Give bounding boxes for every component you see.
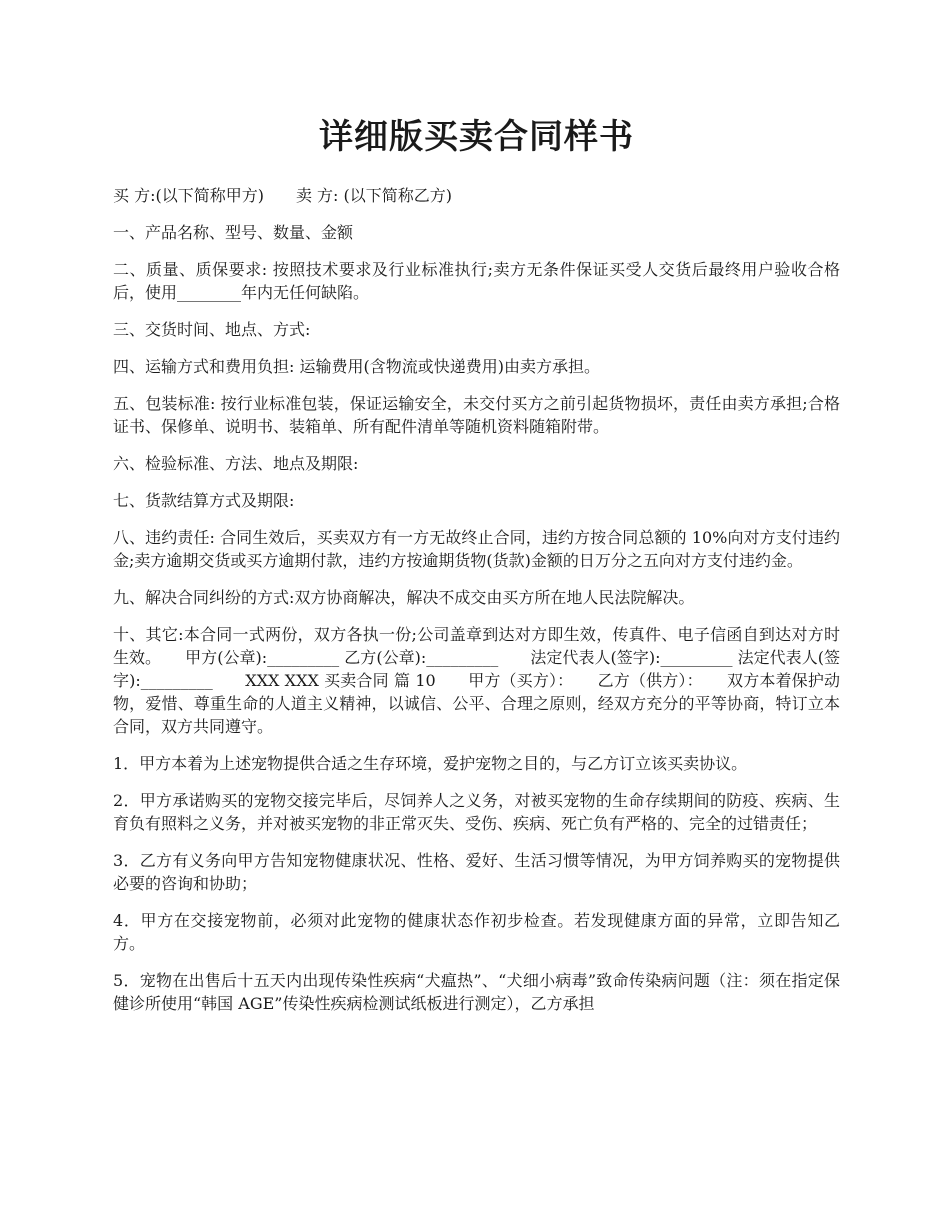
clause-10: 十、其它:本合同一式两份，双方各执一份;公司盖章到达对方即生效，传真件、电子信函自到达对方时生效。 甲方(公章):_________ 乙方(公章):_________ 法定代表人(签字):_________ 法定代表人(签字):_________ XXX XXX 买卖合同 篇 10 甲方（买方）： 乙方（供方）： 双方本着保护动物，爱惜、尊重生命的人道主义精神，以诚信、公平、合理之原则，经双方充分的平等协商，特订立本合同，双方共同遵守。: [113, 625, 840, 736]
document-title: 详细版买卖合同样书: [319, 117, 634, 157]
clause-4: 四、运输方式和费用负担: 运输费用(含物流或快递费用)由卖方承担。: [113, 357, 600, 376]
pet-clause-5: 5．宠物在出售后十五天内出现传染性疾病“犬瘟热”、“犬细小病毒”致命传染病问题（注：须在指定保健诊所使用“韩国 AGE”传染性疾病检测试纸板进行测定），乙方承担: [113, 971, 840, 1013]
clause-8: 八、违约责任: 合同生效后，买卖双方有一方无故终止合同，违约方按合同总额的 10%向对方支付违约金;卖方逾期交货或买方逾期付款，违约方按逾期货物(货款)金额的日万分之五向对方支付违约金。: [113, 528, 840, 570]
pet-clause-3: 3．乙方有义务向甲方告知宠物健康状况、性格、爱好、生活习惯等情况，为甲方饲养购买的宠物提供必要的咨询和协助；: [113, 851, 840, 893]
clause-1: 一、产品名称、型号、数量、金额: [113, 223, 354, 242]
clause-5: 五、包装标准: 按行业标准包装，保证运输安全，未交付买方之前引起货物损坏，责任由卖方承担;合格证书、保修单、说明书、装箱单、所有配件清单等随机资料随箱附带。: [113, 394, 840, 436]
clause-6: 六、检验标准、方法、地点及期限:: [113, 454, 359, 473]
clause-2: 二、质量、质保要求: 按照技术要求及行业标准执行;卖方无条件保证买受人交货后最终用户验收合格后，使用________年内无任何缺陷。: [113, 260, 840, 302]
clause-7: 七、货款结算方式及期限:: [113, 491, 295, 510]
pet-clause-4: 4．甲方在交接宠物前，必须对此宠物的健康状态作初步检查。若发现健康方面的异常，立即告知乙方。: [113, 911, 840, 953]
document-page: [113, 112, 840, 1029]
party-line: 买 方:(以下简称甲方) 卖 方: (以下简称乙方): [113, 186, 453, 205]
clause-3: 三、交货时间、地点、方式:: [113, 320, 311, 339]
pet-clause-1: 1．甲方本着为上述宠物提供合适之生存环境，爱护宠物之目的，与乙方订立该买卖协议。: [113, 754, 748, 773]
pet-clause-2: 2．甲方承诺购买的宠物交接完毕后，尽饲养人之义务，对被买宠物的生命存续期间的防疫、疾病、生育负有照料之义务，并对被买宠物的非正常灭失、受伤、疾病、死亡负有严格的、完全的过错责任；: [113, 791, 840, 833]
clause-9: 九、解决合同纠纷的方式:双方协商解决，解决不成交由买方所在地人民法院解决。: [113, 588, 695, 607]
